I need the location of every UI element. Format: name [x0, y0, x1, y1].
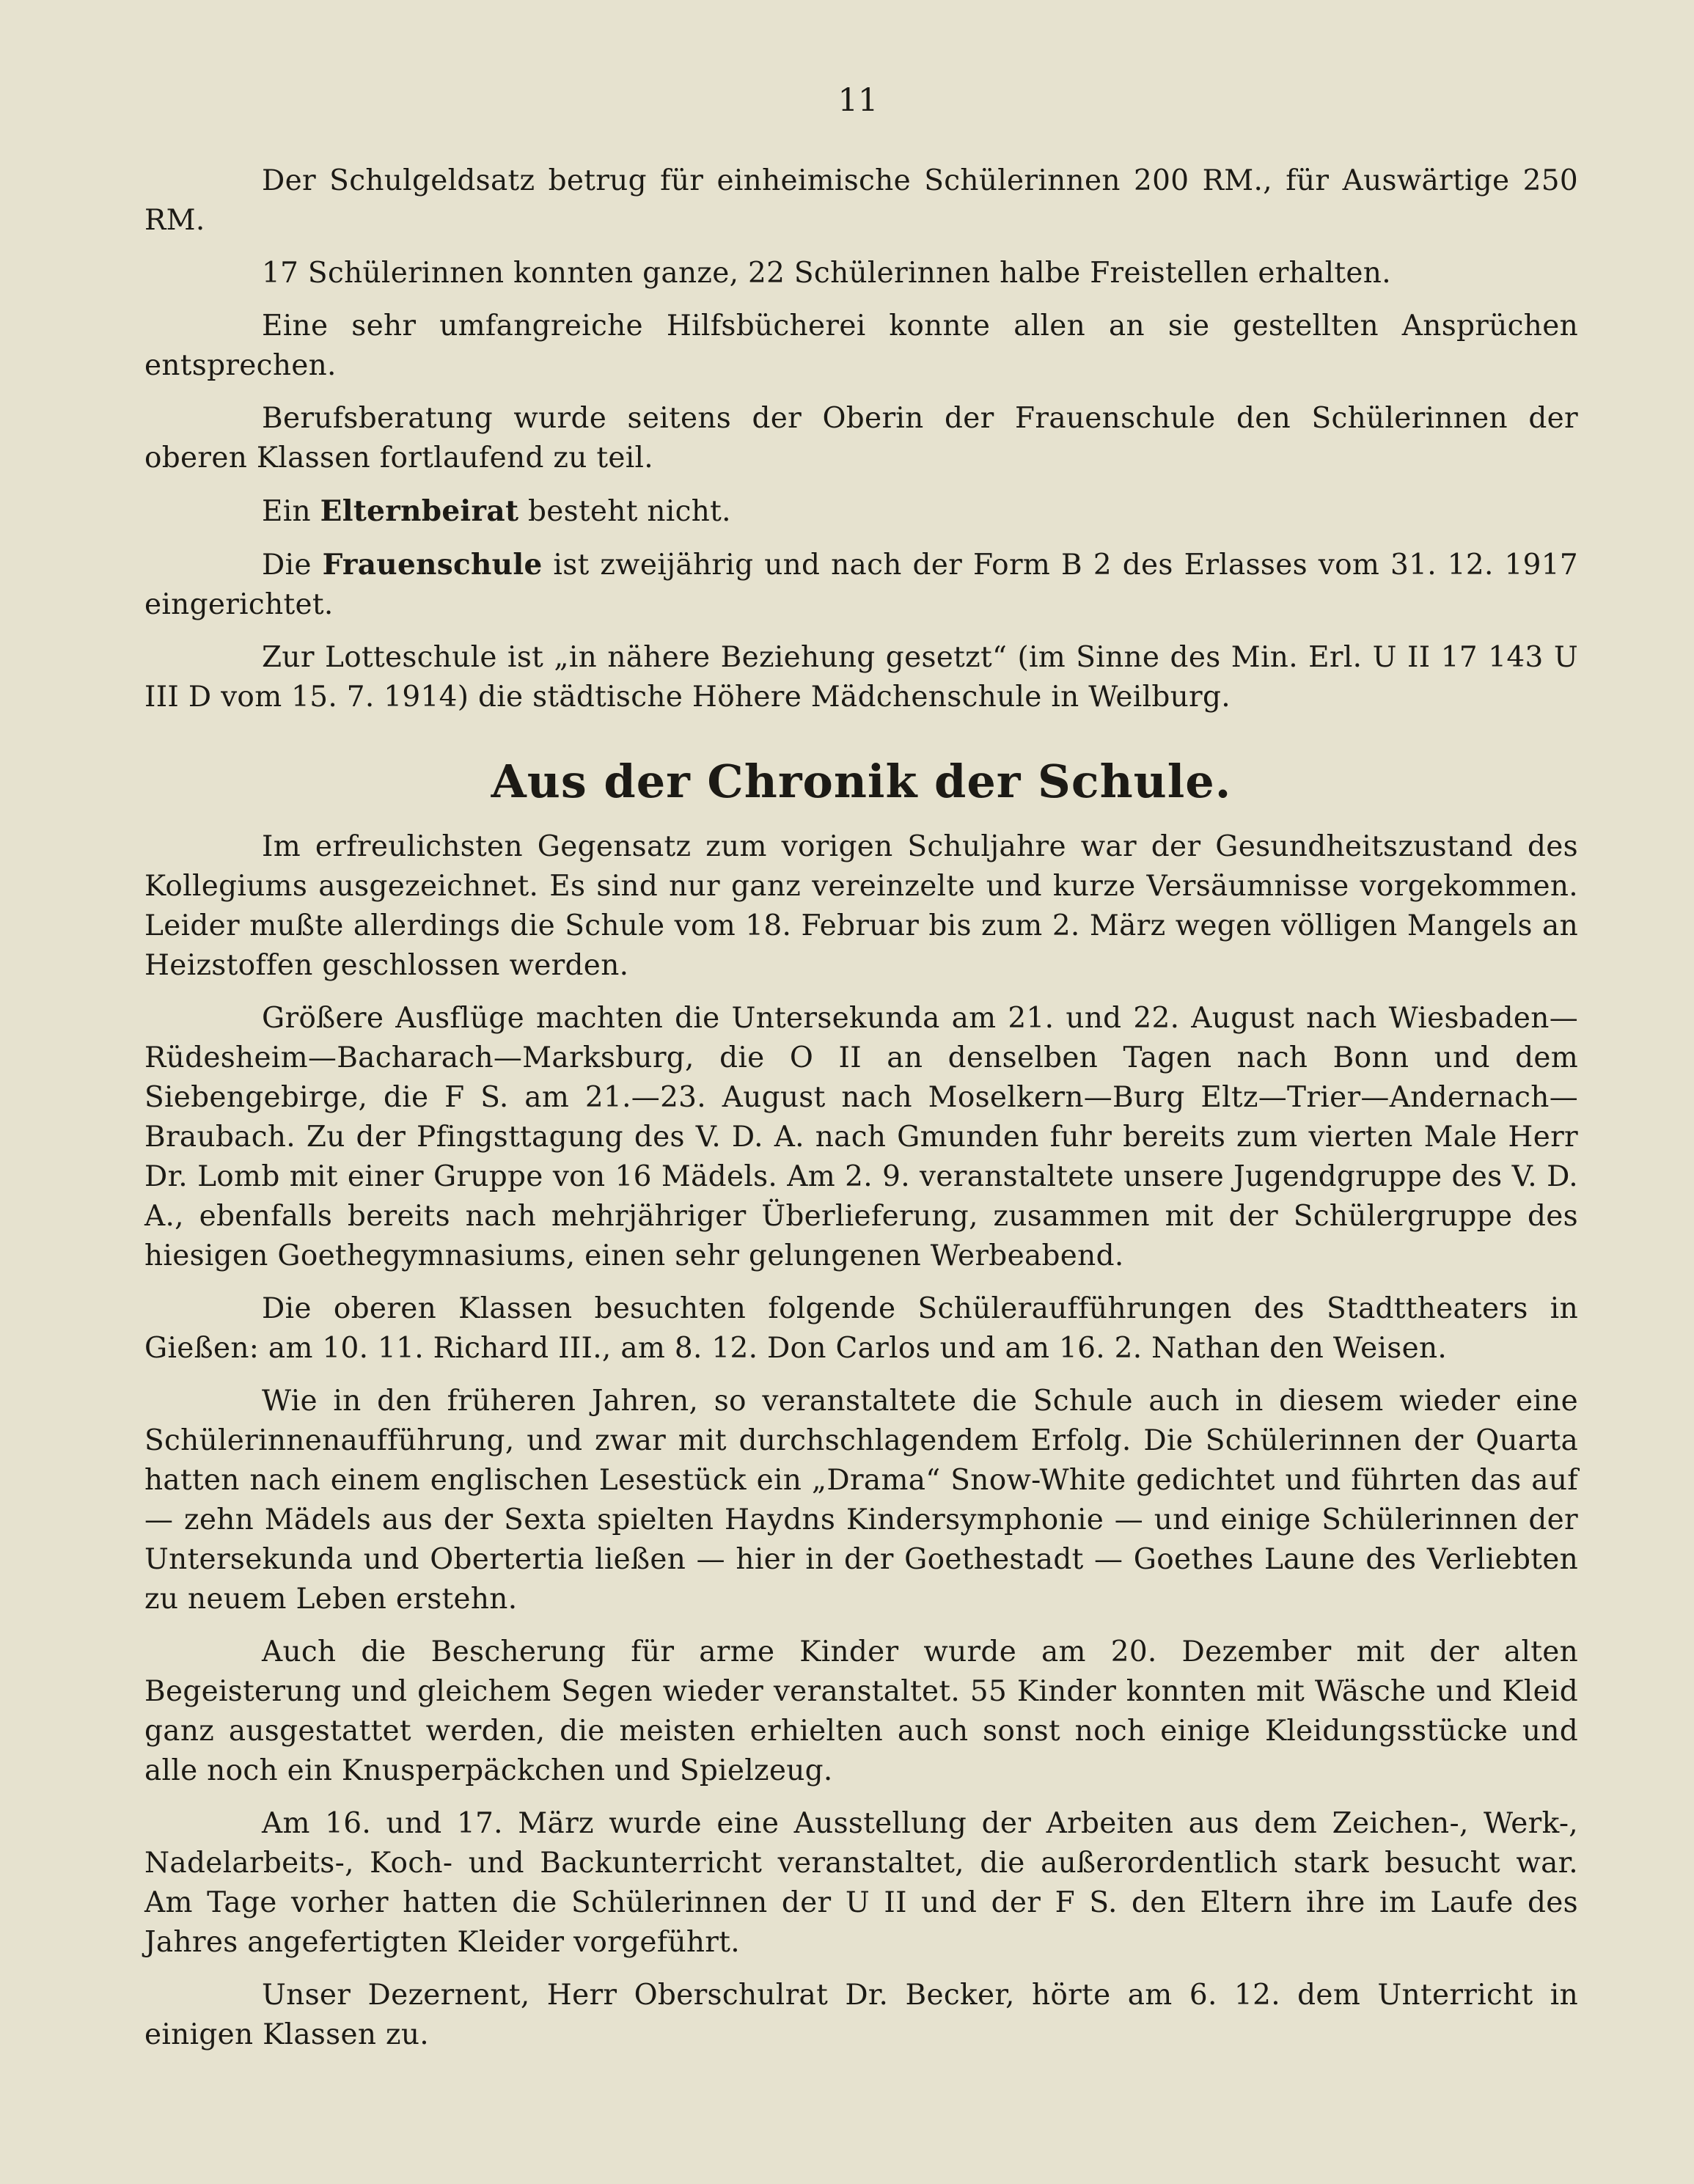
- paragraph-womens-school: [144, 545, 1578, 625]
- paragraph-excursions: Größere Ausflüge machten die Untersekunda am 21. und 22. August nach Wiesbaden—Rüdesheim—Bacharach—Marksburg, die O II an denselben Tagen nach Bonn und dem Siebengebirge, die F S. am 21.—23. August nach Moselkern—Burg Eltz—Trier—Andernach—Braubach. Zu der Pfingsttagung des V. D. A. nach Gmunden fuhr bereits zum vierten Male Herr Dr. Lomb mit einer Gruppe von 16 Mädels. Am 2. 9. veranstaltete unsere Jugendgruppe des V. D. A., ebenfalls bereits nach mehrjähriger Überlieferung, zusammen mit der Schülergruppe des hiesigen Goethegymnasiums, einen sehr gelungenen Werbeabend.: [144, 1002, 1578, 1272]
- paragraph-christmas-gifts: Auch die Bescherung für arme Kinder wurde am 20. Dezember mit der alten Begeisterung und gleichem Segen wieder veranstaltet. 55 Kinder konnten mit Wäsche und Kleid ganz ausgestattet werden, die meisten erhielten auch sonst noch einige Kleidungsstücke und alle noch ein Knusperpäckchen und Spielzeug.: [144, 1635, 1578, 1787]
- page-number: 11: [837, 82, 879, 119]
- paragraph-student-performance: Wie in den früheren Jahren, so veranstaltete die Schule auch in diesem wieder eine Schülerinnenaufführung, und zwar mit durchschlagendem Erfolg. Die Schülerinnen der Quarta hatten nach einem englischen Lesestück ein „Drama“ Snow-White gedichtet und führten das auf — zehn Mädels aus der Sexta spielten Haydns Kindersymphonie — und einige Schülerinnen der Untersekunda und Obertertia ließen — hier in der Goethestadt — Goethes Laune des Verliebten zu neuem Leben erstehn.: [144, 1385, 1578, 1616]
- paragraph-school-fees: Der Schulgeldsatz betrug für einheimische Schülerinnen 200 RM., für Auswärtige 250 RM.: [144, 164, 1578, 237]
- page-content: [144, 161, 1578, 2068]
- paragraph-lotteschule-relation: Zur Lotteschule ist „in nähere Beziehung gesetzt“ (im Sinne des Min. Erl. U II 17 143 U III D vom 15. 7. 1914) die städtische Höhere Mädchenschule in Weilburg.: [144, 641, 1578, 714]
- text-run: Ein: [262, 495, 320, 528]
- text-run: besteht nicht.: [518, 495, 731, 528]
- bold-term-frauenschule: Frauenschule: [322, 548, 543, 582]
- section-heading-chronicle: Aus der Chronik der Schule.: [491, 755, 1232, 808]
- paragraph-parents-council: [144, 491, 1578, 532]
- paragraph-inspection: Unser Dezernent, Herr Oberschulrat Dr. Becker, hörte am 6. 12. dem Unterricht in einigen Klassen zu.: [144, 1979, 1578, 2051]
- paragraph-health: Im erfreulichsten Gegensatz zum vorigen Schuljahre war der Gesundheitszustand des Kollegiums ausgezeichnet. Es sind nur ganz vereinzelte und kurze Versäumnisse vorgekommen. Leider mußte allerdings die Schule vom 18. Februar bis zum 2. März wegen völligen Mangels an Heizstoffen geschlossen werden.: [144, 830, 1578, 982]
- bold-term-elternbeirat: Elternbeirat: [320, 494, 519, 528]
- paragraph-theater-visits: Die oberen Klassen besuchten folgende Schüleraufführungen des Stadttheaters in Gießen: am 10. 11. Richard III., am 8. 12. Don Carlos und am 16. 2. Nathan den Weisen.: [144, 1292, 1578, 1365]
- paragraph-library: Eine sehr umfangreiche Hilfsbücherei konnte allen an sie gestellten Ansprüchen entsprechen.: [144, 309, 1578, 382]
- paragraph-free-places: 17 Schülerinnen konnten ganze, 22 Schülerinnen halbe Freistellen erhalten.: [262, 257, 1391, 290]
- text-run: Die: [262, 549, 323, 582]
- paragraph-exhibition: Am 16. und 17. März wurde eine Ausstellung der Arbeiten aus dem Zeichen-, Werk-, Nadelarbeits-, Koch- und Backunterricht veranstaltet, die außerordentlich stark besucht war. Am Tage vorher hatten die Schülerinnen der U II und der F S. den Eltern ihre im Laufe des Jahres angefertigten Kleider vorgeführt.: [144, 1807, 1578, 1959]
- text-run: ist zweijährig und nach der Form B 2 des Erlasses vom 31. 12. 1917 eingerichtet.: [144, 549, 1578, 621]
- paragraph-career-advice: Berufsberatung wurde seitens der Oberin der Frauenschule den Schülerinnen der oberen Klassen fortlaufend zu teil.: [144, 402, 1578, 474]
